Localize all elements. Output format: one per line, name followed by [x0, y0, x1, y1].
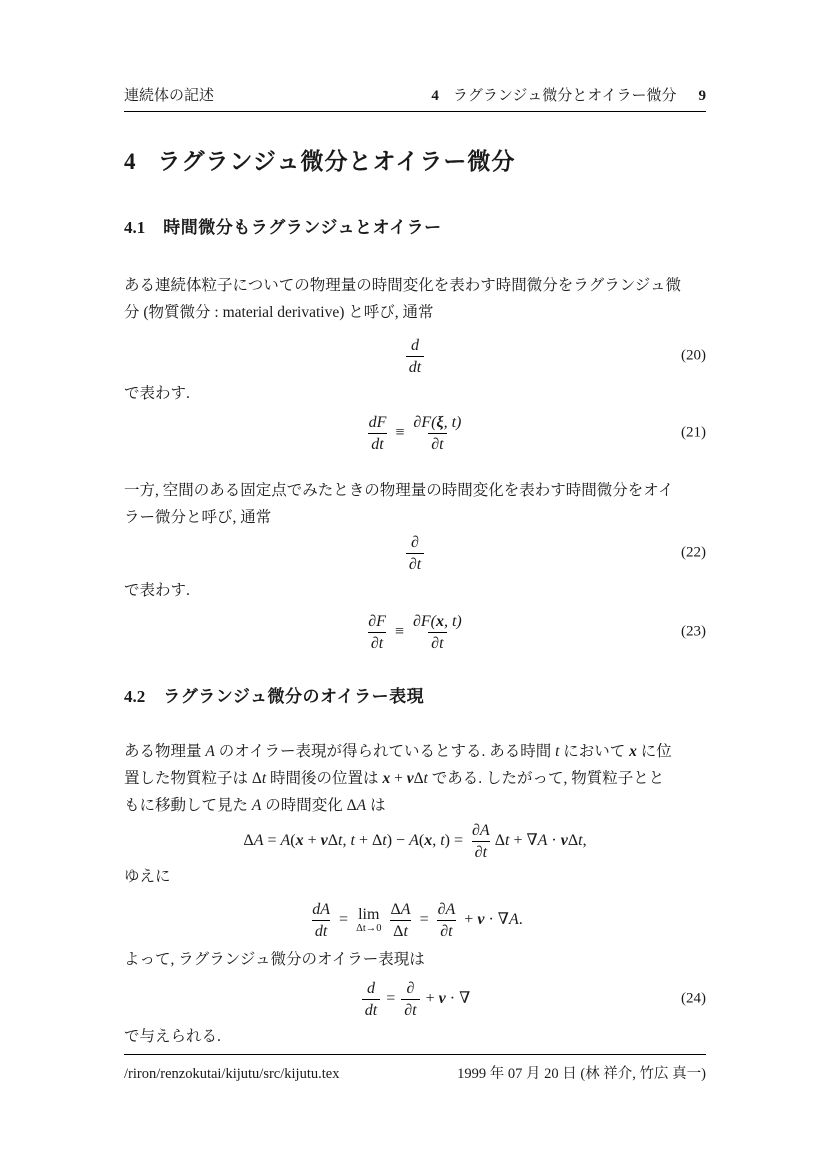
page-number: 9 [698, 88, 706, 104]
text-segment: 分 (物質微分 : material derivative) と呼び, 通常 [124, 304, 434, 321]
math-segment: Δ [251, 770, 262, 787]
fraction-numerator [364, 979, 378, 999]
subsection-title: 時間微分もラグランジュとオイラー [163, 218, 442, 237]
math-segment: v [560, 831, 568, 849]
math-segment: ∂t [431, 634, 444, 652]
equation-delta-a [124, 819, 706, 863]
paragraph-lagrangian-definition [124, 272, 706, 326]
math-segment: Δ [494, 831, 505, 849]
fraction-denominator [406, 356, 424, 377]
math-segment: ≡ [390, 622, 408, 640]
math-segment: ∂t [370, 634, 384, 652]
fraction [366, 413, 390, 454]
math-segment: t [578, 831, 583, 849]
math-segment: + Δ [354, 831, 383, 849]
text-line [124, 272, 706, 299]
fraction-numerator [403, 979, 417, 999]
math-segment: Δ [390, 900, 401, 918]
text-segment: 置した物質粒子は [124, 770, 252, 787]
fraction-denominator [368, 433, 386, 454]
equation-21 [124, 409, 706, 457]
fraction-numerator [410, 413, 464, 433]
math-segment: ∂F [368, 612, 386, 630]
equation-21-tag: (21) [681, 424, 706, 441]
equation-limit [124, 894, 706, 946]
footer-file-path: /riron/renzokutai/kijutu/src/kijutu.tex [124, 1066, 340, 1082]
subsection-number: 4.1 [124, 218, 146, 237]
math-segment: ∂t [404, 1001, 417, 1019]
fraction-denominator [312, 920, 330, 941]
math-segment: t [382, 831, 387, 849]
math-segment: ( [418, 831, 425, 849]
math-segment: · [547, 831, 561, 849]
math-segment: ∂t [408, 555, 422, 573]
math-segment: A [409, 831, 419, 849]
fraction-denominator [472, 841, 490, 862]
math-segment: = [382, 989, 400, 1007]
fraction-numerator [469, 821, 493, 841]
fraction [469, 821, 493, 862]
header-section-title: ラグランジュ微分とオイラー微分 [452, 88, 677, 104]
math-segment: . [518, 910, 523, 928]
equation-20 [124, 334, 706, 378]
math-segment: x [424, 831, 433, 849]
fraction [362, 979, 380, 1020]
equation-23-tag: (23) [681, 623, 706, 640]
section-number: 4 [124, 149, 136, 174]
math-segment: , t) [443, 612, 462, 630]
math-segment: A [508, 910, 519, 928]
math-segment: Δ [346, 797, 357, 814]
math-segment: + ∇ [509, 831, 538, 849]
text-line [124, 477, 706, 504]
equation-limit-body [307, 900, 522, 941]
math-segment: ∂t [431, 435, 444, 453]
text-line [124, 765, 706, 792]
fraction-denominator [390, 920, 411, 941]
math-segment: t [261, 770, 267, 787]
math-segment: ∂F( [413, 413, 437, 431]
limit-operator [356, 906, 381, 934]
math-segment: A [253, 831, 264, 849]
limit-name: lim [358, 906, 380, 923]
text-line [124, 299, 706, 326]
math-segment: + [421, 989, 439, 1007]
text-line [124, 738, 706, 765]
math-segment: ) = [444, 831, 467, 849]
text-segment: ラー微分と呼び, 通常 [124, 509, 272, 526]
section-4-2-heading [124, 686, 706, 708]
math-segment: · ∇ [445, 989, 471, 1007]
math-segment: A [400, 900, 411, 918]
fraction [410, 612, 465, 653]
fraction-denominator [362, 999, 380, 1020]
fraction-denominator [401, 999, 419, 1020]
math-segment: Δ [243, 831, 254, 849]
equation-delta-a-body [243, 821, 586, 862]
math-segment: ∂ [406, 979, 415, 997]
text-segment: もに移動して見た [124, 797, 252, 814]
math-segment: ∂A [472, 821, 490, 839]
math-segment: Δ [327, 831, 339, 849]
math-segment: Δ [393, 922, 404, 940]
math-segment: t [504, 831, 510, 849]
math-segment: v [438, 989, 446, 1007]
equation-23 [124, 608, 706, 656]
fraction [435, 900, 459, 941]
section-4-1-heading [124, 217, 706, 239]
math-segment: t [555, 743, 560, 760]
fraction-denominator [428, 433, 446, 454]
text-de-ataerareru: で与えられる. [124, 1028, 221, 1045]
fraction-numerator [408, 336, 422, 356]
math-segment: A [251, 797, 262, 814]
limit-subscript: Δt→0 [356, 923, 382, 934]
text-line [124, 792, 706, 819]
section-title: ラグランジュ微分とオイラー微分 [157, 148, 516, 174]
math-segment: dA [312, 900, 331, 918]
math-segment: ∂t [474, 843, 488, 861]
text-segment: ある連続体粒子についての物理量の時間変化を表わす時間微分をラグランジュ微 [124, 277, 681, 294]
fraction [406, 533, 424, 574]
text-segment: のオイラー表現が得られているとする. ある時間 [214, 743, 556, 760]
text-segment: に位 [636, 743, 672, 760]
math-segment: = [263, 831, 281, 849]
math-segment: ∂ [411, 533, 419, 551]
equation-24 [124, 977, 706, 1021]
math-segment: dt [364, 1001, 378, 1019]
running-footer [124, 1054, 706, 1083]
fraction-numerator [410, 612, 465, 632]
math-segment: t [338, 831, 343, 849]
fraction-numerator [366, 413, 390, 433]
text-segment: において [559, 743, 630, 760]
math-segment: ∂F( [412, 612, 436, 630]
math-segment: · ∇ [484, 910, 509, 928]
math-segment: dF [368, 413, 387, 431]
text-segment: 時間後の位置は [266, 770, 383, 787]
equation-20-tag: (20) [681, 347, 706, 364]
equation-23-body [363, 612, 467, 653]
paragraph-eulerian-definition [124, 477, 706, 531]
equation-22 [124, 531, 706, 575]
math-segment: ) − [386, 831, 410, 849]
math-segment: x [629, 743, 637, 760]
equation-24-body [360, 979, 470, 1020]
text-de-arawasu-2: で表わす. [124, 582, 190, 599]
text-segment: である. したがって, 物質粒子とと [427, 770, 665, 787]
math-segment: = [335, 910, 353, 928]
fraction-denominator [406, 553, 424, 574]
paragraph-euler-expression [124, 738, 706, 819]
fraction [309, 900, 333, 941]
math-segment: v [406, 770, 414, 787]
fraction [365, 612, 389, 653]
math-segment: d [366, 979, 375, 997]
subsection-title: ラグランジュ微分のオイラー表現 [163, 687, 425, 706]
text-segment: ある物理量 [124, 743, 206, 760]
math-segment: , [342, 831, 351, 849]
math-segment: Δ [567, 831, 579, 849]
fraction-numerator [435, 900, 459, 920]
math-segment: + [460, 910, 478, 928]
text-segment: は [366, 797, 386, 814]
fraction-denominator [428, 632, 446, 653]
math-segment: t [440, 831, 445, 849]
math-segment: A [537, 831, 548, 849]
math-segment: + [303, 831, 321, 849]
fraction-numerator [408, 533, 422, 553]
math-segment: , [582, 831, 587, 849]
text-yueni: ゆえに [124, 868, 171, 885]
math-segment: x [435, 612, 444, 630]
math-segment: ∂A [437, 900, 456, 918]
header-section-number: 4 [431, 88, 439, 104]
fraction-denominator [368, 632, 386, 653]
fraction [406, 336, 424, 377]
math-segment: t [423, 770, 428, 787]
fraction-numerator [309, 900, 333, 920]
math-segment: dt [314, 922, 328, 940]
math-segment: x [382, 770, 391, 787]
math-segment: = [415, 910, 433, 928]
math-segment: t [403, 922, 408, 940]
header-left-title: 連続体の記述 [124, 88, 215, 104]
math-segment: d [410, 336, 419, 354]
math-segment: , [432, 831, 441, 849]
header-right [431, 84, 706, 105]
math-segment: ∂t [440, 922, 453, 940]
fraction-numerator [365, 612, 389, 632]
math-segment: x [295, 831, 304, 849]
fraction [410, 413, 464, 454]
math-segment: dt [371, 435, 384, 453]
math-segment: v [477, 910, 485, 928]
math-segment: A [205, 743, 215, 760]
text-segment: の時間変化 [261, 797, 347, 814]
text-de-arawasu-1: で表わす. [124, 385, 190, 402]
math-segment: ξ [436, 413, 444, 431]
math-segment: A [280, 831, 291, 849]
math-segment: ( [290, 831, 296, 849]
equation-22-tag: (22) [681, 544, 706, 561]
fraction-denominator [437, 920, 455, 941]
equation-24-tag: (24) [681, 990, 706, 1007]
equation-20-body [404, 336, 426, 377]
subsection-number: 4.2 [124, 687, 146, 706]
text-line [124, 504, 706, 531]
fraction-numerator [388, 900, 414, 920]
text-segment: 一方, 空間のある固定点でみたときの物理量の時間変化を表わす時間微分をオイ [124, 482, 674, 499]
section-4-heading [124, 146, 706, 177]
math-segment: , t) [443, 413, 462, 431]
equation-22-body [404, 533, 426, 574]
math-segment: v [320, 831, 328, 849]
math-segment: dt [408, 358, 422, 376]
text-yotte: よって, ラグランジュ微分のオイラー表現は [124, 951, 425, 968]
math-segment: Δ [413, 770, 424, 787]
footer-date-authors: 1999 年 07 月 20 日 (林 祥介, 竹広 真一) [457, 1066, 706, 1082]
fraction [388, 900, 414, 941]
math-segment: t [350, 831, 355, 849]
math-segment: + [390, 770, 407, 787]
fraction [401, 979, 419, 1020]
math-segment: ≡ [391, 423, 409, 441]
equation-21-body [364, 413, 467, 454]
running-header [124, 84, 706, 112]
math-segment: A [356, 797, 367, 814]
